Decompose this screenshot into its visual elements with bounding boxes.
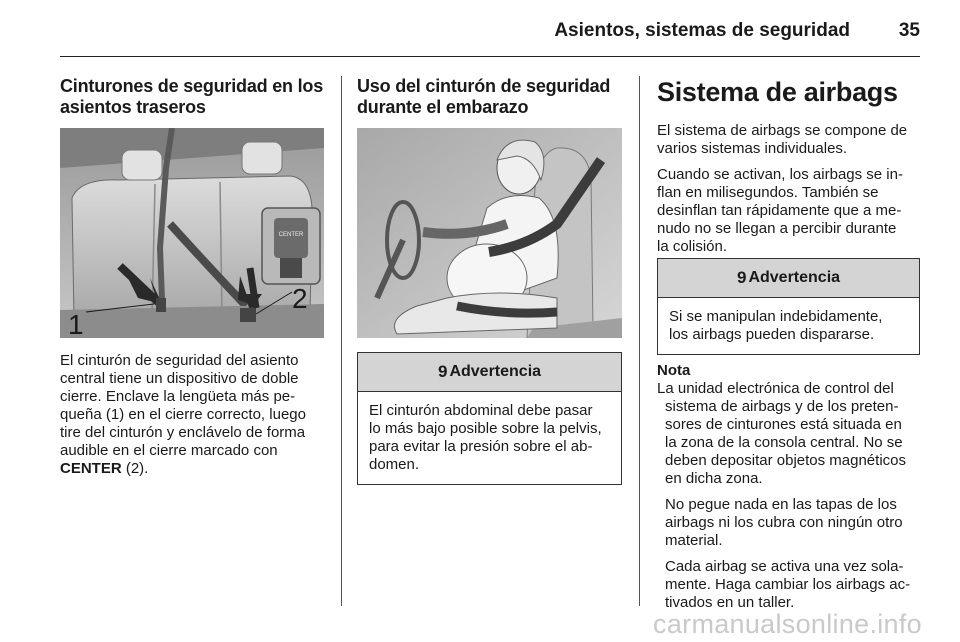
text-line: domen. [369, 456, 420, 473]
heading-line: Uso del cinturón de seguridad [357, 76, 611, 96]
text-line: La unidad electrónica de control del [657, 380, 894, 397]
text-line: nudo no se llegan a percibir durante [657, 220, 897, 237]
rear-seatbelts-heading [60, 76, 328, 118]
text-line: varios sistemas individuales. [657, 140, 848, 157]
page-number: 35 [898, 20, 920, 41]
pregnancy-illustration [357, 128, 622, 338]
note-paragraph-1 [657, 380, 922, 488]
section-title: Asientos, sistemas de seguridad [554, 20, 850, 41]
rear-seatbelt-illustration [60, 128, 324, 338]
rear-seat-drawing [60, 128, 324, 338]
pregnant-driver-drawing [357, 128, 622, 338]
column-pregnancy [357, 76, 622, 118]
warning-header [658, 259, 919, 298]
text-line: tivados en un taller. [665, 594, 795, 611]
text-line: para evitar la presión sobre el ab- [369, 438, 593, 455]
text-line: central tiene un dispositivo de doble [60, 370, 299, 387]
text-line: deben depositar objetos magnéticos [665, 452, 906, 469]
warning-title: Advertencia [449, 363, 542, 380]
pregnancy-heading [357, 76, 622, 118]
warning-triangle-icon: 9 [736, 268, 747, 287]
heading-line: Cinturones de seguridad en los [60, 76, 324, 96]
text-line: sistema de airbags y de los preten- [665, 398, 899, 415]
note-title-text: Nota [657, 362, 691, 379]
text-line: queña (1) en el cierre correcto, luego [60, 406, 306, 423]
text-line: los airbags pueden dispararse. [669, 326, 875, 343]
text-line: No pegue nada en las tapas de los [665, 496, 897, 513]
text-line: airbags ni los cubra con ningún otro [665, 514, 903, 531]
airbags-paragraph-2 [657, 166, 922, 256]
buckle-center-label: CENTER [278, 232, 304, 238]
text-line: Cuando se activan, los airbags se in- [657, 166, 903, 183]
airbags-heading: Sistema de airbags [657, 77, 898, 107]
text-line: (2). [121, 460, 149, 477]
column-divider-left [341, 76, 342, 606]
text-line: en dicha zona. [665, 470, 763, 487]
text-line: mente. Haga cambiar los airbags ac- [665, 576, 911, 593]
text-line: tire del cinturón y enclávelo de forma [60, 424, 306, 441]
airbags-note [657, 362, 922, 612]
warning-title: Advertencia [748, 269, 841, 286]
pregnancy-warning-box [357, 352, 622, 485]
text-line: sores de cinturones está situada en [665, 416, 902, 433]
text-line: Cada airbag se activa una vez sola- [665, 558, 904, 575]
warning-body [658, 298, 919, 354]
note-title [657, 362, 922, 380]
text-line: la zona de la consola central. No se [665, 434, 903, 451]
rear-seatbelts-body [60, 352, 328, 478]
warning-body [358, 392, 621, 484]
watermark: carmanualsonline.info [653, 609, 922, 639]
warning-header [358, 353, 621, 392]
heading-line: durante el embarazo [357, 97, 529, 117]
callout-1: 1 [68, 309, 84, 338]
heading-line: asientos traseros [60, 97, 206, 117]
callout-2: 2 [292, 283, 308, 314]
note-paragraph-3 [657, 558, 922, 612]
center-bold-label: CENTER [60, 460, 122, 477]
airbags-warning-box [657, 258, 920, 355]
text-line: El cinturón abdominal debe pasar [369, 402, 593, 419]
text-line: audible en el cierre marcado con [60, 442, 278, 459]
warning-triangle-icon: 9 [437, 362, 448, 381]
text-line: El cinturón de seguridad del asiento [60, 352, 299, 369]
rear-seatbelts-paragraph [60, 352, 328, 478]
text-line: desinflan tan rápidamente que a me- [657, 202, 902, 219]
text-line: lo más bajo posible sobre la pelvis, [369, 420, 602, 437]
airbags-paragraph-1 [657, 122, 922, 158]
text-line: material. [665, 532, 723, 549]
text-line: cierre. Enclave la lengüeta más pe- [60, 388, 296, 405]
column-rear-seatbelts [60, 76, 328, 118]
text-line: Si se manipulan indebidamente, [669, 308, 883, 325]
column-airbags [657, 76, 922, 256]
text-line: flan en milisegundos. También se [657, 184, 879, 201]
text-line: la colisión. [657, 238, 728, 255]
text-line: El sistema de airbags se compone de [657, 122, 908, 139]
page-header [60, 0, 920, 57]
column-divider-right [639, 76, 640, 606]
note-paragraph-2 [657, 496, 922, 550]
